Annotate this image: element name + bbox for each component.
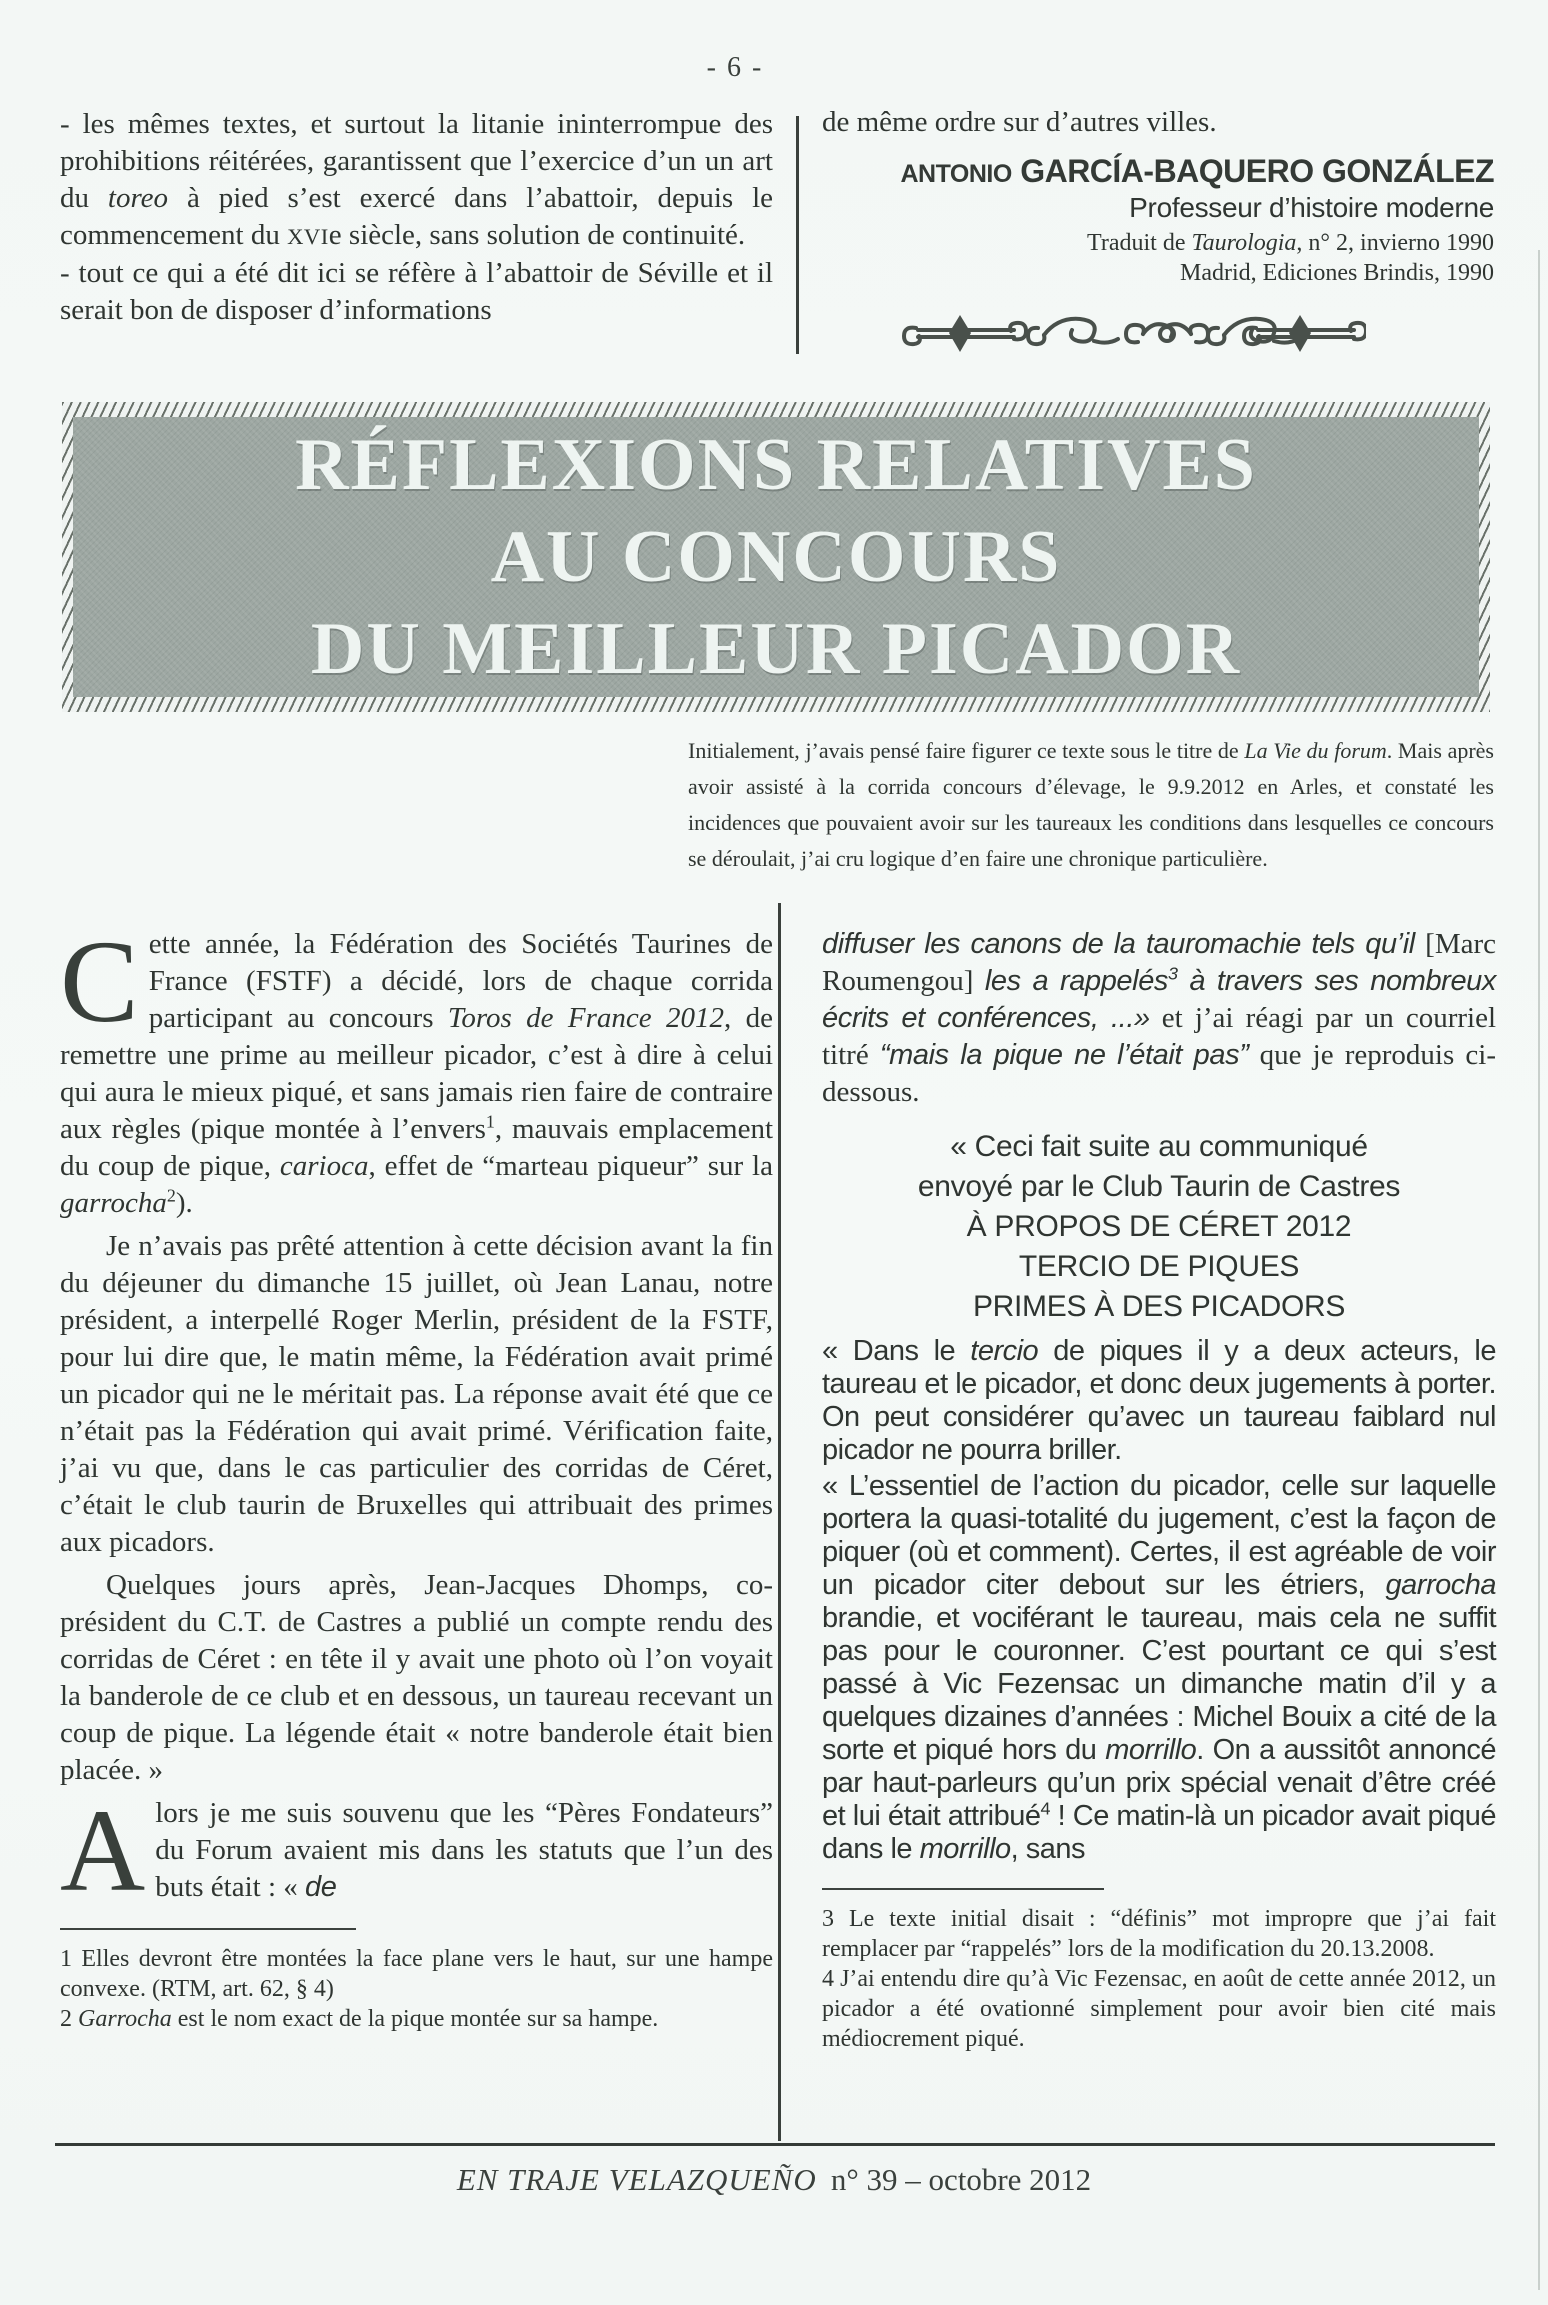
text-run: , sans — [1010, 1833, 1086, 1865]
page-number: - 6 - — [706, 52, 764, 83]
text-run-italic-de: de — [305, 1871, 337, 1903]
header-right-column — [822, 104, 1494, 358]
text-run: , de remettre une prime au meilleur picador, c’est à dire à celui qui aura le mieux piqué, et sans jamais rien faire de contraire aux règles (pique montée à l’envers — [60, 1002, 773, 1145]
text-run: e siècle, sans solution de continuité. — [328, 219, 746, 251]
text-run-italic-garrocha-fn: Garrocha — [78, 2006, 172, 2032]
author-role: Professeur d’histoire moderne — [1129, 192, 1494, 223]
footnote-separator-rule — [822, 1888, 1104, 1890]
text-run: de piques il y a deux acteurs, le taureau et le picador, et donc deux jugements à porter. On peut considérer qu’avec un taureau faiblard nul picador ne pourra briller. — [822, 1335, 1496, 1466]
text-run-italic-morrillo-2: morrillo — [919, 1833, 1011, 1865]
drop-cap-a: A — [60, 1785, 146, 1916]
header-left-paragraph-2: - tout ce qui a été dit ici se réfère à l’abattoir de Séville et il serait bon de disposer d’informations — [60, 257, 773, 326]
text-run: , n° 2, invierno 1990 — [1296, 230, 1494, 256]
main-right-column — [822, 926, 1496, 2054]
title-line-1: RÉFLEXIONS RELATIVES — [295, 424, 1257, 506]
header-column-divider — [796, 116, 799, 354]
communique-heading-block — [822, 1127, 1496, 1327]
communique-line-4: TERCIO DE PIQUES — [1018, 1250, 1300, 1283]
intro-paragraph — [688, 733, 1494, 877]
text-run: lors je me suis souvenu que les “Pères Fondateurs” du Forum avaient mis dans les statuts que l’un des buts était : « — [155, 1797, 773, 1903]
header-right-lead: de même ordre sur d’autres villes. — [822, 106, 1217, 138]
footnote-ref-4: 4 — [1040, 1798, 1051, 1819]
journal-title: EN TRAJE VELAZQUEÑO — [456, 2162, 817, 2197]
header-left-column — [60, 106, 773, 329]
communique-line-2: envoyé par le Club Taurin de Castres — [917, 1170, 1401, 1203]
text-run: que je reproduis ci-dessous. — [822, 1039, 1496, 1108]
calligraphic-flourish-icon — [896, 304, 1366, 358]
letter-paragraph-1 — [822, 1335, 1496, 1467]
issue-label: n° 39 – octobre 2012 — [830, 2162, 1092, 2197]
author-name — [822, 153, 1494, 190]
body-paragraph-5 — [822, 926, 1496, 1111]
text-run-italic-carioca: carioca — [279, 1150, 369, 1182]
body-paragraph-2: Je n’avais pas prêté attention à cette décision avant la fin du déjeuner du dimanche 15 juillet, où Jean Lanau, notre président, a interpellé Roger Merlin, président de la FSTF, pour lui dire que, le matin même, la Fédération avait primé un picador qui ne le méritait pas. La réponse avait été que ce n’était pas la Fédération qui avait primé. Vérification faite, j’ai vu que, dans le cas particulier des corridas de Céret, c’était le club taurin de Bruxelles qui attribuait des primes aux picadors. — [60, 1230, 773, 1558]
text-run: brandie, et vociférant le taureau, mais cela ne suffit pas pour le couronner. C’est pourtant ce qui s’est passé à Vic Fezensac un dimanche matin d’il y a quelques dizaines d’années : Michel Bouix a cité de la sorte et piqué hors du — [822, 1602, 1496, 1766]
text-run: [Marc Roumengou] — [822, 928, 1496, 997]
footnote-4: 4 J’ai entendu dire qu’à Vic Fezensac, en août de cette année 2012, un picador a été ovationné simplement pour avoir bien cité mais médiocrement piqué. — [822, 1966, 1496, 2052]
letter-paragraph-2 — [822, 1470, 1496, 1866]
text-run: ! Ce matin-là un picador avait piqué dans le — [822, 1800, 1496, 1865]
source-line-2: Madrid, Ediciones Brindis, 1990 — [1180, 260, 1494, 286]
text-run: « Dans le — [822, 1335, 971, 1367]
drop-cap-c: C — [60, 916, 139, 1047]
text-run: . On a aussitôt annoncé par haut-parleurs qu’un prix spécial venait d’être créé et lui était attribué — [822, 1734, 1497, 1832]
text-run-italic-toros: Toros de France 2012 — [447, 1002, 725, 1034]
body-paragraph-3: Quelques jours après, Jean-Jacques Dhomps, co-président du C.T. de Castres a publié un compte rendu des corridas de Céret : en tête il y avait une photo où l’on voyait la banderole de ce club et en dessous, un taureau recevant un coup de pique. La légende était « notre banderole était bien placée. » — [60, 1569, 773, 1786]
footnote-separator-rule — [60, 1928, 356, 1930]
text-run: 2 — [60, 2006, 78, 2032]
text-run: , effet de “marteau piqueur” sur la — [368, 1150, 773, 1182]
title-banner — [62, 402, 1490, 712]
footer-rule — [55, 2143, 1495, 2146]
text-run-italic-garrocha: garrocha — [60, 1187, 167, 1219]
footnote-1: 1 Elles devront être montées la face plane vers le haut, sur une hampe convexe. (RTM, art. 62, § 4) — [60, 1946, 773, 2002]
text-run-italic-garrocha-2: garrocha — [1385, 1569, 1496, 1601]
text-run: , mauvais emplacement du coup de pique, — [60, 1113, 773, 1182]
text-run: Initialement, j’avais pensé faire figurer ce texte sous le titre de — [688, 738, 1245, 763]
author-first-name: ANTONIO — [900, 160, 1012, 188]
communique-line-3: À PROPOS DE CÉRET 2012 — [966, 1210, 1352, 1243]
footnote-ref-2: 2 — [166, 1185, 176, 1206]
text-run: . Mais après avoir assisté à la corrida concours d’élevage, le 9.9.2012 en Arles, et constaté les incidences que pouvaient avoir sur les taureaux les conditions dans lesquelles ce concours se déroulait, j’ai cru logique d’en faire une chronique particulière. — [688, 738, 1494, 871]
text-run: à pied s’est exercé dans l’abattoir, depuis le commencement du — [60, 182, 774, 251]
communique-line-1: « Ceci fait suite au communiqué — [950, 1130, 1368, 1163]
text-run-smallcaps: XVI — [287, 224, 329, 249]
text-run-italic-taurologia: Taurologia — [1191, 230, 1297, 256]
text-run-italic-title: La Vie du forum — [1244, 738, 1387, 763]
text-run: ). — [175, 1187, 193, 1219]
text-run: - les mêmes textes, et surtout la litanie ininterrompue des prohibitions réitérées, garantissent que l’exercice d’un un art du — [60, 108, 773, 214]
source-line-1 — [822, 228, 1494, 258]
text-run-quote-italic: à travers ses nombreux écrits et conférences, ...» — [822, 965, 1496, 1034]
text-run-italic-morrillo: morrillo — [1105, 1734, 1197, 1766]
ornament-container — [896, 304, 1494, 358]
header-left-paragraph-1 — [60, 106, 773, 255]
main-column-divider — [778, 903, 781, 2141]
text-run-email-title: “mais la pique ne l’était pas” — [879, 1039, 1249, 1071]
author-last-name: GARCÍA-BAQUERO GONZÁLEZ — [1011, 153, 1494, 189]
body-paragraph-1 — [60, 916, 773, 1222]
footnote-2 — [60, 2004, 773, 2034]
text-run: « L’essentiel de l’action du picador, celle sur laquelle portera la quasi-totalité du jugement, c’est la façon de piquer (où et comment). Certes, il est agréable de voir un picador citer debout sur les étriers, — [822, 1470, 1496, 1601]
footer-text — [0, 2162, 1548, 2198]
main-left-column — [60, 916, 773, 2034]
text-run: ette année, la Fédération des Sociétés Taurines de France (FSTF) a décidé, lors de chaque corrida participant au concours — [148, 928, 773, 1034]
body-paragraph-4 — [60, 1785, 773, 1916]
title-line-3: DU MEILLEUR PICADOR — [310, 608, 1242, 690]
title-line-2: AU CONCOURS — [490, 516, 1062, 598]
text-run-italic-tercio: tercio — [970, 1335, 1039, 1367]
footnote-3: 3 Le texte initial disait : “définis” mot impropre que j’ai fait remplacer par “rappelés” lors de la modification du 20.13.2008. — [822, 1906, 1496, 1962]
footnote-ref-3: 3 — [1168, 963, 1178, 984]
right-footnote-block — [822, 1888, 1496, 2054]
text-run-italic-toreo: toreo — [107, 182, 169, 214]
text-run: Traduit de — [1087, 230, 1192, 256]
title-banner-inner — [73, 417, 1479, 697]
text-run: est le nom exact de la pique montée sur sa hampe. — [171, 2006, 659, 2032]
left-footnote-block — [60, 1928, 773, 2034]
text-run-quote-italic: les a rappelés — [984, 965, 1169, 997]
scan-edge-line — [1538, 250, 1540, 2290]
footnote-ref-1: 1 — [485, 1111, 495, 1132]
communique-line-5: PRIMES À DES PICADORS — [972, 1290, 1346, 1323]
text-run-quote-italic: diffuser les canons de la tauromachie tels qu’il — [822, 928, 1426, 960]
text-run: et j’ai réagi par un courriel titré — [822, 1002, 1497, 1071]
